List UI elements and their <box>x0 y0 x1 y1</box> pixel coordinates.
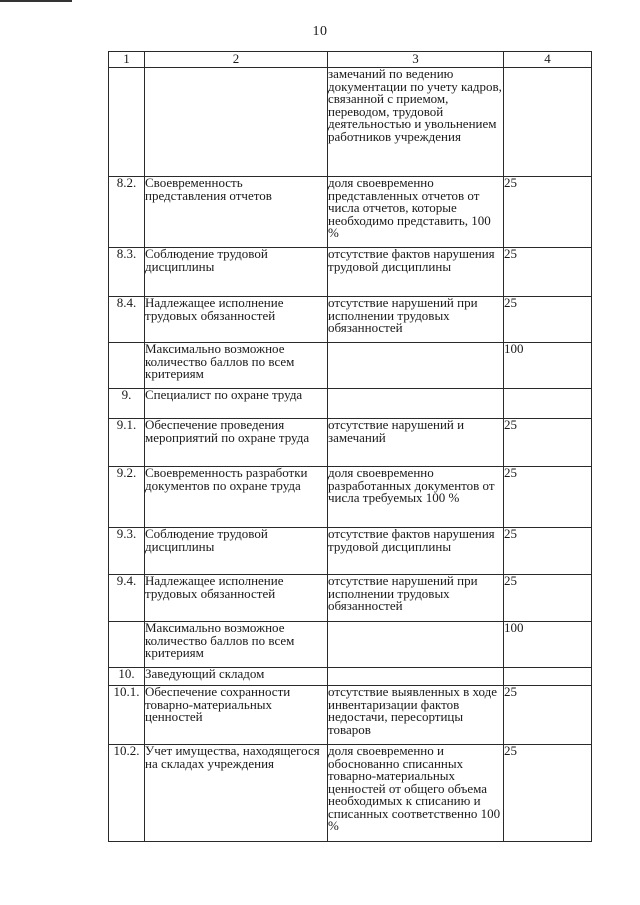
criterion-indicator <box>328 668 504 686</box>
table-row <box>109 528 592 575</box>
criterion-indicator: отсутствие нарушений при исполнении трудовых обязанностей <box>328 575 504 622</box>
row-number: 10.1. <box>109 686 145 745</box>
table-row <box>109 745 592 842</box>
criterion-indicator <box>328 622 504 668</box>
row-number: 10. <box>109 668 145 686</box>
column-number-1: 1 <box>109 52 145 68</box>
criterion-score: 25 <box>504 419 592 467</box>
column-number-4: 4 <box>504 52 592 68</box>
criterion-score: 25 <box>504 575 592 622</box>
table-row <box>109 467 592 528</box>
criterion-name: Обеспечение проведения мероприятий по охране труда <box>145 419 328 467</box>
criterion-indicator: замечаний по ведению документации по учету кадров, связанной с приемом, переводом, трудовой деятельностью и увольнением работников учреждения <box>328 68 504 177</box>
criterion-name: Надлежащее исполнение трудовых обязанностей <box>145 575 328 622</box>
criterion-name: Своевременность разработки документов по охране труда <box>145 467 328 528</box>
criterion-score <box>504 389 592 419</box>
table-row <box>109 622 592 668</box>
criterion-score: 100 <box>504 622 592 668</box>
criterion-indicator <box>328 389 504 419</box>
criterion-score: 100 <box>504 343 592 389</box>
criterion-indicator: доля своевременно и обоснованно списанных товарно-материальных ценностей от общего объема необходимых к списанию и списанных соответственно 100 % <box>328 745 504 842</box>
table-row <box>109 686 592 745</box>
criterion-score <box>504 68 592 177</box>
row-number: 8.3. <box>109 248 145 297</box>
criterion-name: Соблюдение трудовой дисциплины <box>145 248 328 297</box>
criterion-name <box>145 68 328 177</box>
criterion-indicator: отсутствие фактов нарушения трудовой дисциплины <box>328 248 504 297</box>
row-number: 9.2. <box>109 467 145 528</box>
column-number-3: 3 <box>328 52 504 68</box>
table-row <box>109 668 592 686</box>
row-number: 8.2. <box>109 177 145 248</box>
table-row <box>109 343 592 389</box>
row-number: 9.3. <box>109 528 145 575</box>
criterion-score: 25 <box>504 248 592 297</box>
criteria-table <box>108 51 592 842</box>
criterion-name: Специалист по охране труда <box>145 389 328 419</box>
page-number: 10 <box>312 24 328 39</box>
table-row <box>109 297 592 343</box>
criterion-name: Максимально возможное количество баллов по всем критериям <box>145 343 328 389</box>
row-number <box>109 343 145 389</box>
row-number <box>109 68 145 177</box>
criterion-indicator: отсутствие нарушений при исполнении трудовых обязанностей <box>328 297 504 343</box>
criterion-name: Надлежащее исполнение трудовых обязанностей <box>145 297 328 343</box>
table-row <box>109 419 592 467</box>
row-number <box>109 622 145 668</box>
criterion-score: 25 <box>504 177 592 248</box>
table-row <box>109 248 592 297</box>
criterion-score: 25 <box>504 745 592 842</box>
criterion-name: Максимально возможное количество баллов по всем критериям <box>145 622 328 668</box>
criterion-name: Соблюдение трудовой дисциплины <box>145 528 328 575</box>
row-number: 8.4. <box>109 297 145 343</box>
criterion-name: Своевременность представления отчетов <box>145 177 328 248</box>
criterion-indicator: доля своевременно разработанных документов от числа требуемых 100 % <box>328 467 504 528</box>
criterion-score: 25 <box>504 297 592 343</box>
row-number: 10.2. <box>109 745 145 842</box>
criterion-indicator <box>328 343 504 389</box>
criterion-name: Учет имущества, находящегося на складах учреждения <box>145 745 328 842</box>
column-number-2: 2 <box>145 52 328 68</box>
criterion-name: Обеспечение сохранности товарно-материальных ценностей <box>145 686 328 745</box>
criterion-indicator: доля своевременно представленных отчетов от числа отчетов, которые необходимо представить, 100 % <box>328 177 504 248</box>
table-row <box>109 177 592 248</box>
criterion-score: 25 <box>504 467 592 528</box>
criterion-score: 25 <box>504 528 592 575</box>
row-number: 9. <box>109 389 145 419</box>
table-row <box>109 68 592 177</box>
criterion-score <box>504 668 592 686</box>
table-row <box>109 575 592 622</box>
row-number: 9.1. <box>109 419 145 467</box>
criterion-indicator: отсутствие выявленных в ходе инвентаризации фактов недостачи, пересортицы товаров <box>328 686 504 745</box>
table-row <box>109 389 592 419</box>
criterion-name: Заведующий складом <box>145 668 328 686</box>
criterion-indicator: отсутствие фактов нарушения трудовой дисциплины <box>328 528 504 575</box>
criterion-score: 25 <box>504 686 592 745</box>
scan-edge-mark <box>0 0 72 2</box>
row-number: 9.4. <box>109 575 145 622</box>
criterion-indicator: отсутствие нарушений и замечаний <box>328 419 504 467</box>
